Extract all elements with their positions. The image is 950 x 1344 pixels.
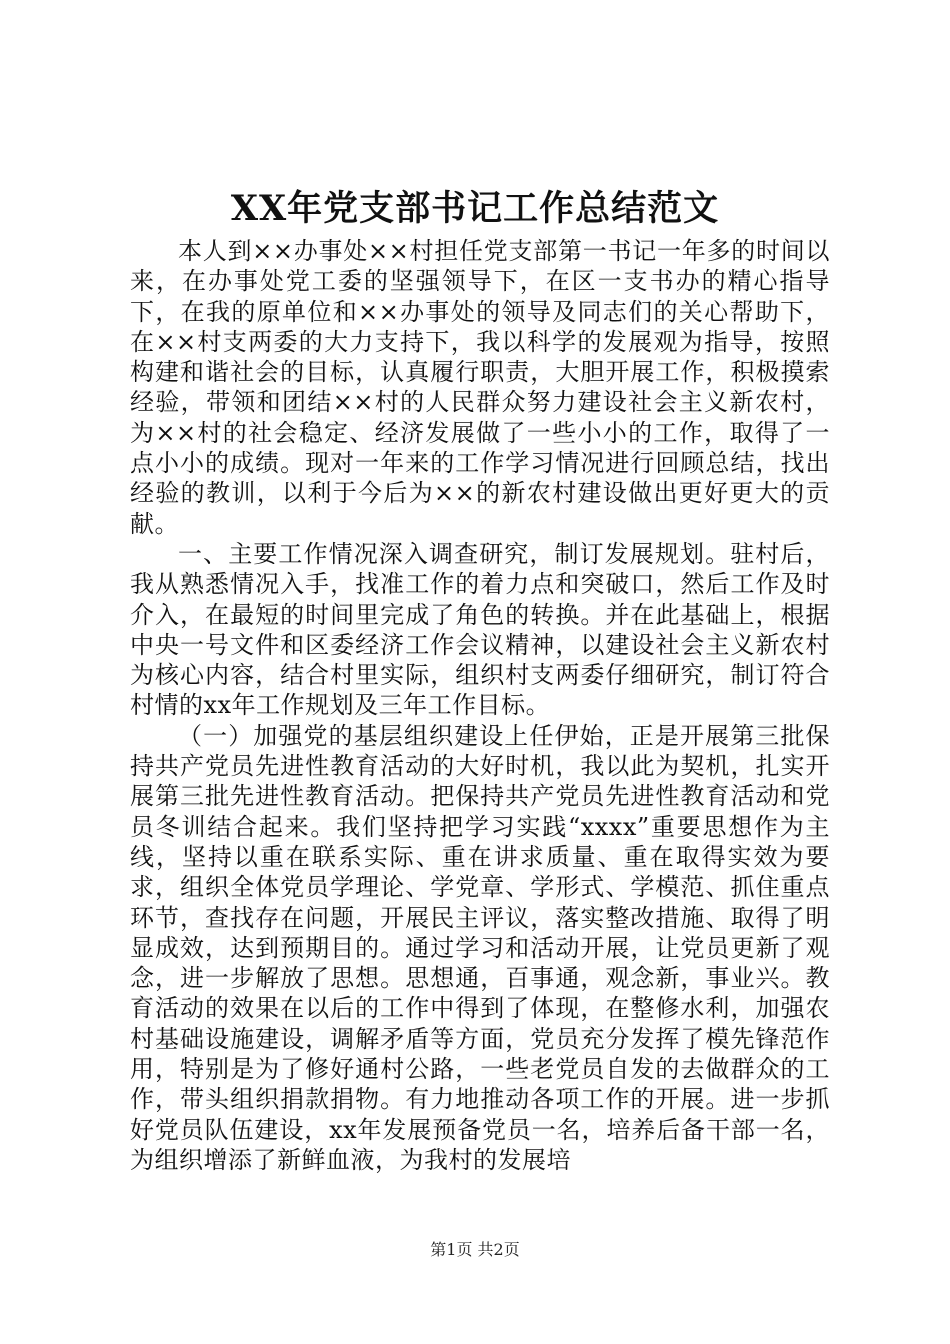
paragraph-section-one: 一、主要工作情况深入调查研究，制订发展规划。驻村后，我从熟悉情况入手，找准工作的着力点和突破口，然后工作及时介入，在最短的时间里完成了角色的转换。并在此基础上，根据中央一号文件和区委经济工作会议精神，以建设社会主义新农村为核心内容，结合村里实际，组织村支两委仔细研究，制订符合村情的xx年工作规划及三年工作目标。 (130, 539, 830, 720)
document-title: XX年党支部书记工作总结范文 (230, 188, 720, 229)
page-footer: 第1页 共2页 (430, 1240, 520, 1259)
document-body (130, 236, 830, 1175)
paragraph-intro: 本人到××办事处××村担任党支部第一书记一年多的时间以来，在办事处党工委的坚强领导下，在区一支书办的精心指导下，在我的原单位和××办事处的领导及同志们的关心帮助下，在××村支两委的大力支持下，我以科学的发展观为指导，按照构建和谐社会的目标，认真履行职责，大胆开展工作，积极摸索经验，带领和团结××村的人民群众努力建设社会主义新农村，为××村的社会稳定、经济发展做了一些小小的工作，取得了一点小小的成绩。现对一年来的工作学习情况进行回顾总结，找出经验的教训，以利于今后为××的新农村建设做出更好更大的贡献。 (130, 237, 830, 538)
paragraph-subsection-one: （一）加强党的基层组织建设上任伊始，正是开展第三批保持共产党员先进性教育活动的大好时机，我以此为契机，扎实开展第三批先进性教育活动。把保持共产党员先进性教育活动和党员冬训结合起来。我们坚持把学习实践“xxxx”重要思想作为主线，坚持以重在联系实际、重在讲求质量、重在取得实效为要求，组织全体党员学理论、学党章、学形式、学模范、抓住重点环节，查找存在问题，开展民主评议，落实整改措施、取得了明显成效，达到预期目的。通过学习和活动开展，让党员更新了观念，进一步解放了思想。思想通，百事通，观念新，事业兴。教育活动的效果在以后的工作中得到了体现，在整修水利，加强农村基础设施建设，调解矛盾等方面，党员充分发挥了模先锋范作用，特别是为了修好通村公路，一些老党员自发的去做群众的工作，带头组织捐款捐物。有力地推动各项工作的开展。进一步抓好党员队伍建设，xx年发展预备党员一名，培养后备干部一名，为组织增添了新鲜血液，为我村的发展培 (130, 721, 830, 1174)
